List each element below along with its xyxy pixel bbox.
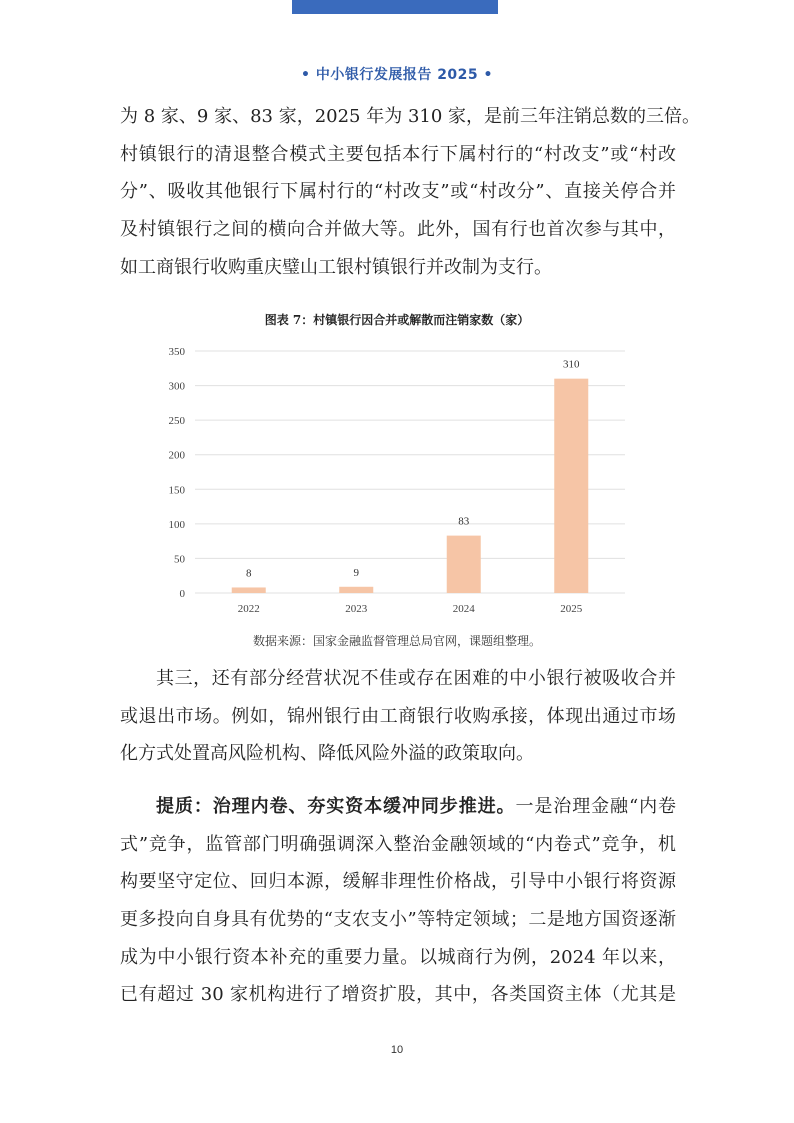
text-line: 如工商银行收购重庆璧山工银村镇银行并改制为支行。 [120,256,552,278]
running-head: • 中小银行发展报告 2025 • [301,67,493,83]
bar-chart [150,336,630,622]
text-line: 式”竞争，监管部门明确强调深入整治金融领域的“内卷式”竞争，机 [120,833,676,855]
data-label: 83 [458,515,470,528]
y-tick-label: 150 [168,484,185,497]
bar [232,587,266,593]
text-line: 其三，还有部分经营状况不佳或存在困难的中小银行被吸收合并 [156,668,676,689]
x-tick-label: 2024 [452,603,475,615]
text-line: 分”、吸收其他银行下属村行的“村改支”或“村改分”、直接关停合并 [120,181,676,203]
page-number: 10 [390,1044,404,1056]
text-line: 为 8 家、9 家、83 家，2025 年为 310 家，是前三年注销总数的三倍。 [120,106,701,127]
data-label: 8 [246,567,252,580]
paragraph-village-bank-consolidation [120,98,701,286]
y-tick-label: 100 [168,518,185,531]
paragraph-quality-improvement [120,788,676,1014]
y-tick-label: 50 [174,553,185,566]
text-run: 一是治理金融“内卷 [515,796,677,817]
text-line: 已有超过 30 家机构进行了增资扩股，其中，各类国资主体（尤其是 [120,984,676,1006]
figure-caption: 图表 7：村镇银行因合并或解散而注销家数（家） [264,313,530,327]
text-line: 更多投向自身具有优势的“支农支小”等特定领域；二是地方国资逐渐 [120,909,676,931]
bold-lead-phrase: 提质：治理内卷、夯实资本缓冲同步推进。 [156,796,516,817]
bar [447,536,481,593]
text-line: 成为中小银行资本补充的重要力量。以城商行为例，2024 年以来， [120,946,676,968]
text-line: 村镇银行的清退整合模式主要包括本行下属村行的“村改支”或“村改 [120,143,676,165]
x-tick-label: 2025 [560,603,583,615]
y-tick-label: 0 [179,588,185,600]
x-tick-label: 2022 [237,603,260,615]
y-tick-label: 350 [168,346,185,358]
bar [339,587,373,593]
figure-source-note: 数据来源：国家金融监督管理总局官网，课题组整理。 [252,634,541,648]
y-tick-label: 300 [168,380,185,393]
data-label: 310 [563,358,580,371]
header-accent-bar [292,0,498,14]
text-line: 化方式处置高风险机构、降低风险外溢的政策取向。 [120,743,534,765]
y-tick-label: 200 [168,449,185,462]
y-tick-label: 250 [168,415,185,428]
paragraph-exit-from-market [120,660,676,773]
text-line: 及村镇银行之间的横向合并做大等。此外，国有行也首次参与其中， [120,219,676,241]
text-line: 构要坚守定位、回归本源，缓解非理性价格战，引导中小银行将资源 [120,871,676,893]
data-label: 9 [353,566,359,579]
text-line: 或退出市场。例如，锦州银行由工商银行收购承接，体现出通过市场 [120,705,676,727]
x-tick-label: 2023 [345,603,368,615]
bar [554,379,588,593]
text-line [120,788,676,826]
